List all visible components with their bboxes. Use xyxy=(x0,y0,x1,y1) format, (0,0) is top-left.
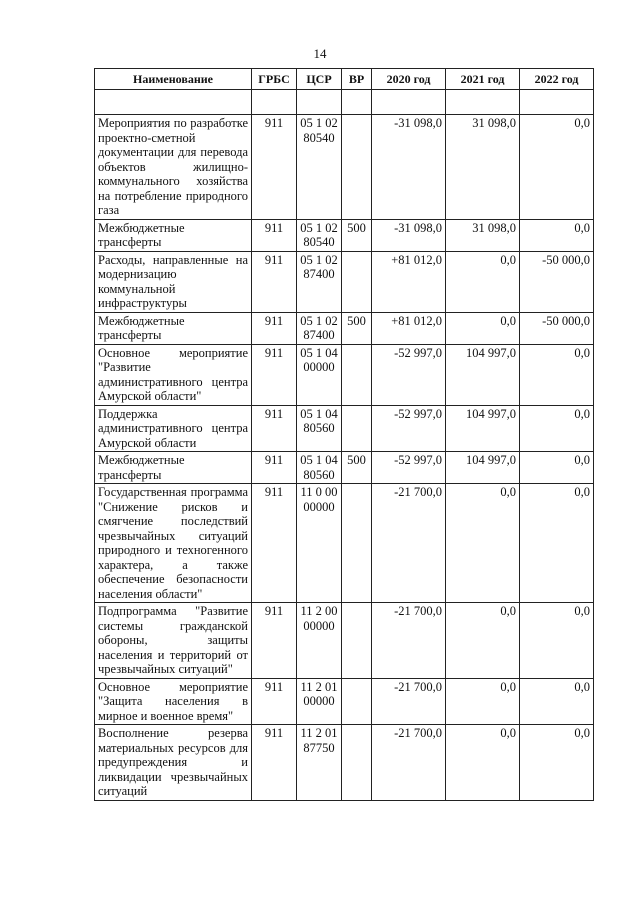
cell-2022: 0,0 xyxy=(520,603,594,679)
cell-2021: 104 997,0 xyxy=(446,344,520,405)
cell-vr: 500 xyxy=(342,312,372,344)
cell-2022: 0,0 xyxy=(520,344,594,405)
cell-2021: 0,0 xyxy=(446,725,520,801)
header-vr: ВР xyxy=(342,69,372,90)
cell-vr xyxy=(342,251,372,312)
cell-name: Расходы, направленные на модернизацию коммунальной инфраструктуры xyxy=(95,251,252,312)
cell-vr xyxy=(342,725,372,801)
cell-vr: 500 xyxy=(342,452,372,484)
cell-2022: 0,0 xyxy=(520,452,594,484)
cell-2020: +81 012,0 xyxy=(372,312,446,344)
cell-2022: 0,0 xyxy=(520,484,594,603)
cell-csr: 11 0 00 00000 xyxy=(297,484,342,603)
cell-grbs: 911 xyxy=(252,344,297,405)
table-row xyxy=(95,452,594,484)
table-body xyxy=(95,115,594,801)
header-2020: 2020 год xyxy=(372,69,446,90)
table-row xyxy=(95,725,594,801)
cell-2021: 0,0 xyxy=(446,484,520,603)
table-header-row xyxy=(95,69,594,90)
cell-2021: 0,0 xyxy=(446,678,520,725)
header-csr: ЦСР xyxy=(297,69,342,90)
cell-2020: -52 997,0 xyxy=(372,405,446,452)
cell-2022: -50 000,0 xyxy=(520,251,594,312)
cell-2020: -21 700,0 xyxy=(372,725,446,801)
cell-csr: 11 2 01 87750 xyxy=(297,725,342,801)
cell-2021: 0,0 xyxy=(446,251,520,312)
cell-name: Межбюджетные трансферты xyxy=(95,452,252,484)
cell-csr: 05 1 02 80540 xyxy=(297,115,342,220)
cell-grbs: 911 xyxy=(252,678,297,725)
cell-2021: 31 098,0 xyxy=(446,115,520,220)
budget-table xyxy=(94,68,594,801)
page-number: 14 xyxy=(313,46,327,61)
table-row xyxy=(95,405,594,452)
cell-vr xyxy=(342,344,372,405)
cell-vr xyxy=(342,678,372,725)
table-row xyxy=(95,678,594,725)
cell-vr: 500 xyxy=(342,219,372,251)
cell-name: Мероприятия по разработке проектно-сметной документации для перевода объектов жилищно-коммунального хозяйства на потребление природного газа xyxy=(95,115,252,220)
cell-name: Межбюджетные трансферты xyxy=(95,219,252,251)
cell-vr xyxy=(342,405,372,452)
cell-vr xyxy=(342,484,372,603)
header-grbs: ГРБС xyxy=(252,69,297,90)
cell-name: Поддержка административного центра Амурской области xyxy=(95,405,252,452)
cell-grbs: 911 xyxy=(252,452,297,484)
cell-2020: -52 997,0 xyxy=(372,452,446,484)
cell-2020: -31 098,0 xyxy=(372,219,446,251)
cell-csr: 05 1 02 80540 xyxy=(297,219,342,251)
cell-2021: 31 098,0 xyxy=(446,219,520,251)
cell-vr xyxy=(342,603,372,679)
cell-csr: 05 1 02 87400 xyxy=(297,312,342,344)
cell-grbs: 911 xyxy=(252,405,297,452)
header-spacer-row xyxy=(95,90,594,115)
cell-2020: -52 997,0 xyxy=(372,344,446,405)
cell-name: Основное мероприятие "Развитие административного центра Амурской области" xyxy=(95,344,252,405)
cell-2020: +81 012,0 xyxy=(372,251,446,312)
cell-grbs: 911 xyxy=(252,219,297,251)
cell-grbs: 911 xyxy=(252,251,297,312)
table-row xyxy=(95,115,594,220)
cell-2021: 0,0 xyxy=(446,603,520,679)
cell-2020: -21 700,0 xyxy=(372,678,446,725)
header-name: Наименование xyxy=(95,69,252,90)
cell-2022: 0,0 xyxy=(520,678,594,725)
cell-vr xyxy=(342,115,372,220)
cell-2021: 0,0 xyxy=(446,312,520,344)
cell-2020: -21 700,0 xyxy=(372,484,446,603)
cell-csr: 11 2 01 00000 xyxy=(297,678,342,725)
table-row xyxy=(95,219,594,251)
cell-csr: 05 1 02 87400 xyxy=(297,251,342,312)
cell-name: Основное мероприятие "Защита населения в мирное и военное время" xyxy=(95,678,252,725)
cell-2022: 0,0 xyxy=(520,219,594,251)
cell-name: Государственная программа "Снижение рисков и смягчение последствий чрезвычайных ситуаций природного и техногенного характера, а также обеспечение безопасности населения области" xyxy=(95,484,252,603)
cell-name: Подпрограмма "Развитие системы гражданской обороны, защиты населения и территорий от чрезвычайных ситуаций" xyxy=(95,603,252,679)
table-row xyxy=(95,312,594,344)
cell-2021: 104 997,0 xyxy=(446,405,520,452)
table-row xyxy=(95,344,594,405)
cell-name: Межбюджетные трансферты xyxy=(95,312,252,344)
cell-2021: 104 997,0 xyxy=(446,452,520,484)
table-row xyxy=(95,484,594,603)
cell-2020: -21 700,0 xyxy=(372,603,446,679)
cell-2022: 0,0 xyxy=(520,725,594,801)
cell-2022: 0,0 xyxy=(520,115,594,220)
cell-name: Восполнение резерва материальных ресурсов для предупреждения и ликвидации чрезвычайных ситуаций xyxy=(95,725,252,801)
cell-2022: 0,0 xyxy=(520,405,594,452)
cell-csr: 05 1 04 80560 xyxy=(297,452,342,484)
cell-csr: 05 1 04 80560 xyxy=(297,405,342,452)
cell-2020: -31 098,0 xyxy=(372,115,446,220)
cell-grbs: 911 xyxy=(252,484,297,603)
table-row xyxy=(95,603,594,679)
cell-grbs: 911 xyxy=(252,115,297,220)
header-2021: 2021 год xyxy=(446,69,520,90)
cell-grbs: 911 xyxy=(252,312,297,344)
cell-grbs: 911 xyxy=(252,603,297,679)
cell-2022: -50 000,0 xyxy=(520,312,594,344)
header-2022: 2022 год xyxy=(520,69,594,90)
cell-csr: 05 1 04 00000 xyxy=(297,344,342,405)
cell-grbs: 911 xyxy=(252,725,297,801)
table-row xyxy=(95,251,594,312)
cell-csr: 11 2 00 00000 xyxy=(297,603,342,679)
